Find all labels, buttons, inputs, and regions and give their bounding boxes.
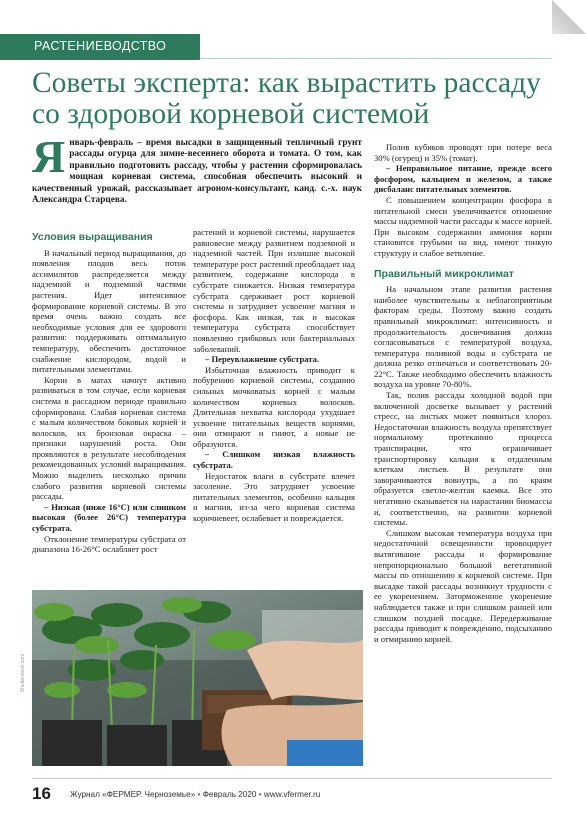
- paragraph: Отклонение температуры субстрата от диапазона 16-26°С ослабляет рост: [32, 533, 186, 555]
- cause-temperature: – Низкая (ниже 16°С) или слишком высокая (более 26°С) температура субстрата.: [32, 501, 186, 534]
- footer-separator: •: [197, 790, 201, 799]
- section-band: [0, 34, 200, 60]
- footer-journal: Журнал «ФЕРМЕР. Черноземье»: [70, 790, 196, 799]
- cause-low-moisture: – Слишком низкая влажность субстрата.: [193, 449, 355, 471]
- column-3: [374, 142, 552, 644]
- paragraph: растений и корневой системы, нарушается равновесие между развитием подземной и надземной частей. При излишне высокой температуре рост растений преобладает над развитием, содержание кислорода в субстрате снижается. Низкая температура субстрата сдерживает рост корневой системы и затрудняет усвоение магния и фосфора. Как низкая, так и высокая температура субстрата способствует появлению грибковых или бактериальных заболеваний.: [193, 227, 355, 354]
- footer-info: [70, 790, 470, 799]
- paragraph: Так, полив рассады холодной водой при включенной досветке вызывает у растений стресс, на листьях может появиться хлороз. Недостаточная влажность воздуха препятствует нормальному протеканию процесса транспирации, что ограничивает транспортировку кальция к отдаленным клеткам листьев. В результате они заворачиваются вовнутрь, а по краям образуется светло-желтая каемка. Все это негативно сказывается на нарастании биомассы и, соответственно, на развитии корневой системы.: [374, 390, 552, 528]
- article-lead: [32, 131, 362, 206]
- column-1: [32, 228, 186, 555]
- paragraph: Слишком высокая температура воздуха при недостаточной освещенности провоцирует вытягивание рассады и формирование непропорционально большой вегетативной массы по отношению к корневой системе. При высадке такой рассады возникнут трудности с ее укоренением. Заторможенное укоренение наблюдается также и при слишком ранней или слишком поздней посадке. Передерживание рассады приводит к повреждению, подсыханию и отмиранию корней.: [374, 527, 552, 644]
- footer-rule: [32, 778, 552, 779]
- article-title: Советы эксперта: как вырастить рассаду со здоровой корневой системой: [32, 67, 541, 130]
- paragraph: Полив кубиков проводят при потере веса 30% (огурец) и 35% (томат).: [374, 142, 552, 163]
- article-photo: [32, 590, 363, 766]
- paragraph: Недостаток влаги в субстрате влечет засоление. Это затрудняет усвоение питательных элементов, особенно кальция и магния, из-за чего корневая система коричневеет, ослабевает и повреждается.: [193, 470, 355, 524]
- paragraph: Избыточная влажность приводит к побурению корневой системы, созданию сильных мочковатых корней с малым количеством корневых волосков. Длительная нехватка кислорода ухудшает усвоение питательных веществ корнями, они отмирают и гниют, а новые не образуются.: [193, 364, 355, 449]
- paragraph: В начальный период выращивания, до появления плодов весь поток ассимилятов распределяется между надземной и подземной частями растения. Идет интенсивное формирование корневой системы. В это время очень важно создать все необходимые условия для ее здорового развития: поддерживать оптимальную температуру, обеспечить достаточное снабжение кислородом, водой и питательными элементами.: [32, 247, 186, 375]
- paragraph: С повышением концентрации фосфора в питательной смеси увеличивается отношение массы надземной части рассады к массе корней. При высоком содержании аммония корни становятся грубыми на вид, имеют тонкую структуру и слабое ветвление.: [374, 194, 552, 258]
- page-number: 16: [32, 784, 51, 803]
- footer-separator: •: [258, 790, 262, 799]
- lead-dropcap: Я: [32, 131, 66, 182]
- lead-text: нварь-февраль – время высадки в защищенный тепличный грунт рассады огурца для зимне-весеннего оборота и томата. О том, как правильно подготовить рассаду, чтобы у растения сформировалась мощная корневая система, способная обеспечить высокий и качественный урожай, рассказывает агроном-консультант, канд. с.-х. наук Александра Старцева.: [32, 138, 362, 206]
- section-rule: [200, 58, 552, 59]
- photo-credit: [18, 596, 28, 756]
- section-label: РАСТЕНИЕВОДСТВО: [34, 39, 167, 53]
- cause-nutrition: – Неправильное питание, прежде всего фосфором, кальцием и железом, а также дисбаланс питательных элементов.: [374, 163, 552, 195]
- photo-credit-text: Shutterstock.com: [20, 653, 26, 693]
- paragraph: Корни в матах начнут активно развиваться в том случае, если корневая система в рассадном периоде правильно сформирована. Слабая корневая система с малым количеством боковых корней и волосков, их бронзовая окраска – признаки нарушений роста. Они проявляются в результате несоблюдения рекомендованных условий выращивания. Можно выделить несколько причин слабого развития корневой системы рассады.: [32, 374, 186, 502]
- seedlings-photo-illustration: [32, 590, 363, 766]
- heading-microclimate: Правильный микроклимат: [374, 267, 514, 280]
- footer-site[interactable]: www.vfermer.ru: [263, 790, 321, 799]
- heading-growing-conditions: Условия выращивания: [32, 231, 153, 243]
- paragraph: На начальном этапе развития растения наиболее чувствительны к неблагоприятным факторам среды. Поэтому важно создать правильный микроклимат: интенсивность и продолжительность досвечивания должна согласовываться с температурой воздуха, температура поливной воды и субстрата не должна резко отличаться и соответствовать 20-22°С. Также необходимо обеспечить влажность воздуха на уровне 70-80%.: [374, 284, 552, 390]
- footer-issue: Февраль 2020: [202, 790, 257, 799]
- cause-overwatering: – Переувлажнение субстрата.: [205, 354, 320, 365]
- page-corner-fold: [552, 0, 586, 34]
- column-2: [193, 227, 355, 524]
